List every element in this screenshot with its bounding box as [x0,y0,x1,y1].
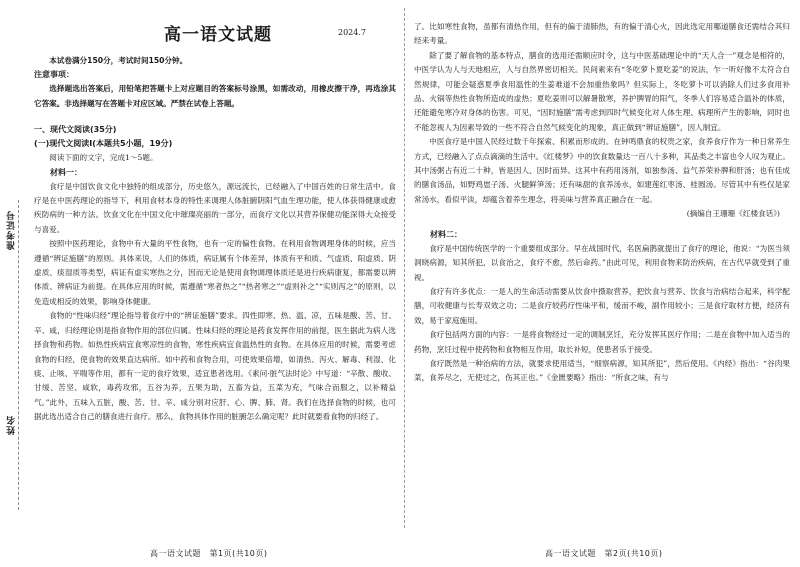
paragraph: 食物的“性味归经”理论指导着食疗中的“辨证施膳”要求。四性即寒、热、温、凉，五味是酸、苦、甘、辛、咸，归经理论则是指食物作用的部位归属。性味归经的理论是药食发挥作用的前提，医生据此为病人选择食物和药物。如热性疾病宜食寒凉性的食物，寒性疾病宜食温热性的食物。在具体应用的时候，需要考虑食物的归经，使食物的效果直达病所。如中药和食物合用，可使效果倍增，如清热、泻火、解毒、利湿、化痰、止咳、平喘等作用，都有一定的食疗效果，适宜患者选用。《素问·脏气法时论》中写道：“辛散、酸收、甘缓、苦坚、咸软，毒药攻邪，五谷为养，五果为助，五畜为益，五菜为充，气味合而服之，以补精益气。”此外，五味入五脏，酸、苦、甘、辛、咸分别对应肝、心、脾、肺、肾。我们在选择食物的时候，也可据此选出适合自己的膳食进行食疗。那么，食物具体作用的脏腑怎么确定呢？此时就要看食物的归经了。 [34,311,396,422]
section-heading: 一、现代文阅读(35分) [34,125,117,135]
exam-date: 2024.7 [338,28,366,37]
title-row [34,20,396,54]
page-2 [414,0,790,567]
exam-title: 高一语文试题 [164,25,272,45]
paragraph: 食疗既然是一种治病的方法，就要求使用适当，“细察病源，知其所犯”，然后使用。《内经》指出：“谷肉果菜，食养尽之，无使过之，伤其正也。”《金匮要略》指出：“所食之味，有与 [414,358,790,383]
paragraph: 除了要了解食物的基本特点，膳食的选用还需顺应时令，这与中医基础理论中的“天人合一”观念是相符的，中医学认为人与天地相应，人与自然界密切相关。民间素来有“冬吃萝卜夏吃姜”的说法，乍一听好像不太符合自然规律，可能会疑惑夏季食用温性的生姜难道不会加重热象吗？但实际上，冬吃萝卜可以消除人们过多食用补品、火锅等热性食物所造成的虚热；夏吃姜则可以解暑散寒，养护脾胃的阳气，冬季人们容易适合温补的体质，还能避免寒冷对身体的伤害。可见，“因时施膳”需考虑到四时气候变化对人体生理、病理所产生的影响，同时也不能忽视人为因素导致的一些不符合自然气候变化的现象，真正做到“辨证施膳”，因人制宜。 [414,50,790,132]
paragraph: 食疗是中国传统医学的一个重要组成部分。早在战国时代，名医扁鹊就提出了食疗的理论，他说：“为医当须洞晓病源，知其所犯，以食治之，食疗不愈，然后命药。”由此可见，利用食物来防治疾病，在古代早就受到了重视。 [414,243,790,282]
exam-number-label: 准考证号 [7,210,17,250]
page-footer: 高一语文试题 第1页(共10页) [150,549,268,558]
page-1 [34,0,396,567]
source-citation: (摘编自王珊珊《红楼食话》) [686,209,780,219]
material-label: 材料一： [50,167,82,177]
notes-heading: 注意事项： [34,70,74,80]
reading-instruction: 阅读下面的文字，完成1～5题。 [49,153,158,163]
score-info: 本试卷满分150分，考试时间150分钟。 [49,56,188,65]
page-divider [404,8,405,528]
note-item: 选择题选出答案后，用铅笔把答题卡上对应题目的答案标号涂黑，如需改动，用橡皮擦干净，再选涂其它答案。非选择题写在答题卡对应区域。严禁在试卷上答题。 [34,84,396,108]
paragraph: 食疗包括两方面的内容：一是将食物经过一定的调制烹饪，充分发挥其医疗作用；二是在食物中加入适当的药物，烹饪过程中使药物和食物相互作用，取长补短，使患者乐于接受。 [414,330,790,354]
paragraph: 食疗有许多优点：一是人的生命活动需要从饮食中摄取营养，把饮食与营养、饮食与治病结合起来，科学配膳，可收健康与长寿双效之功；二是食疗较药疗性味平和，缓而不峻，副作用较小；三是食疗取材方便，经济有效，易于家庭施用。 [414,286,790,325]
subsection-heading: (一)现代文阅读Ⅰ(本题共5小题，19分) [34,139,173,149]
binding-dashed-line [18,200,19,510]
name-label: 姓名 [7,415,17,435]
paragraph: 中医食疗是中国人民经过数千年探索、积累而形成的。在钟鸣鼎食的权贵之家，食养食疗作为一种日常养生方式，已经融入了点点滴滴的生活中。《红楼梦》中的饮食数量达一百八十多种，其品类之丰富也令人叹为观止。其中汤粥占有近二十种，皆是因人、因时而异。这其中有药用汤剂，如独参汤、益气养荣补脾和肝汤；也有佳成的膳食汤品，如野鸡崽子汤、火腿鲜笋汤；还有味甜的食养汤水，如建莲红枣汤、桂圆汤。尽管其中有些仅是家常汤水，看似平淡，却蕴含着养生理念，将美味与营养真正融合在一起。 [414,137,790,204]
paragraph: 按照中医药理论，食物中有大量的平性食物，也有一定的偏性食物。在利用食物调理身体的时候，应当遵循“辨证施膳”的原则。具体来说，人们的体质，病证属有个体差异，体质有平和质、气虚质、阳虚质、阴虚质、痰湿质等类型，病证有虚实寒热之分，因而无论是使用食物调理体质还是进行疾病康复，都需要以辨体质、辨病证为前提。在具体应用的时候，需遵循“寒者热之”“热者寒之”“虚则补之”“实则泻之”的原则，以免造成相反的效果，影响身体健康。 [34,239,396,306]
paragraph: 了。比如寒性食物，虽都有清热作用，但有的偏于清肺热，有的偏于清心火，因此选定用哪道膳食还需结合其归经来考量。 [414,22,790,46]
paragraph: 食疗是中国饮食文化中独特的组成部分，历史悠久，源远流长，已经融入了中国百姓的日常生活中。食疗是在中医药理论的指导下，利用食材本身的特性来调理人体脏腑阴阳气血生理功能，使人体获得健康或愈疾防病的一种方法。饮食文化在中国文化中璀璨亮丽的一部分，而食疗文化以其营养保健功能深得大众接受与喜爱。 [34,181,396,234]
material-label: 材料二： [430,229,462,239]
page-footer: 高一语文试题 第2页(共10页) [545,549,663,558]
binding-margin [2,200,24,520]
